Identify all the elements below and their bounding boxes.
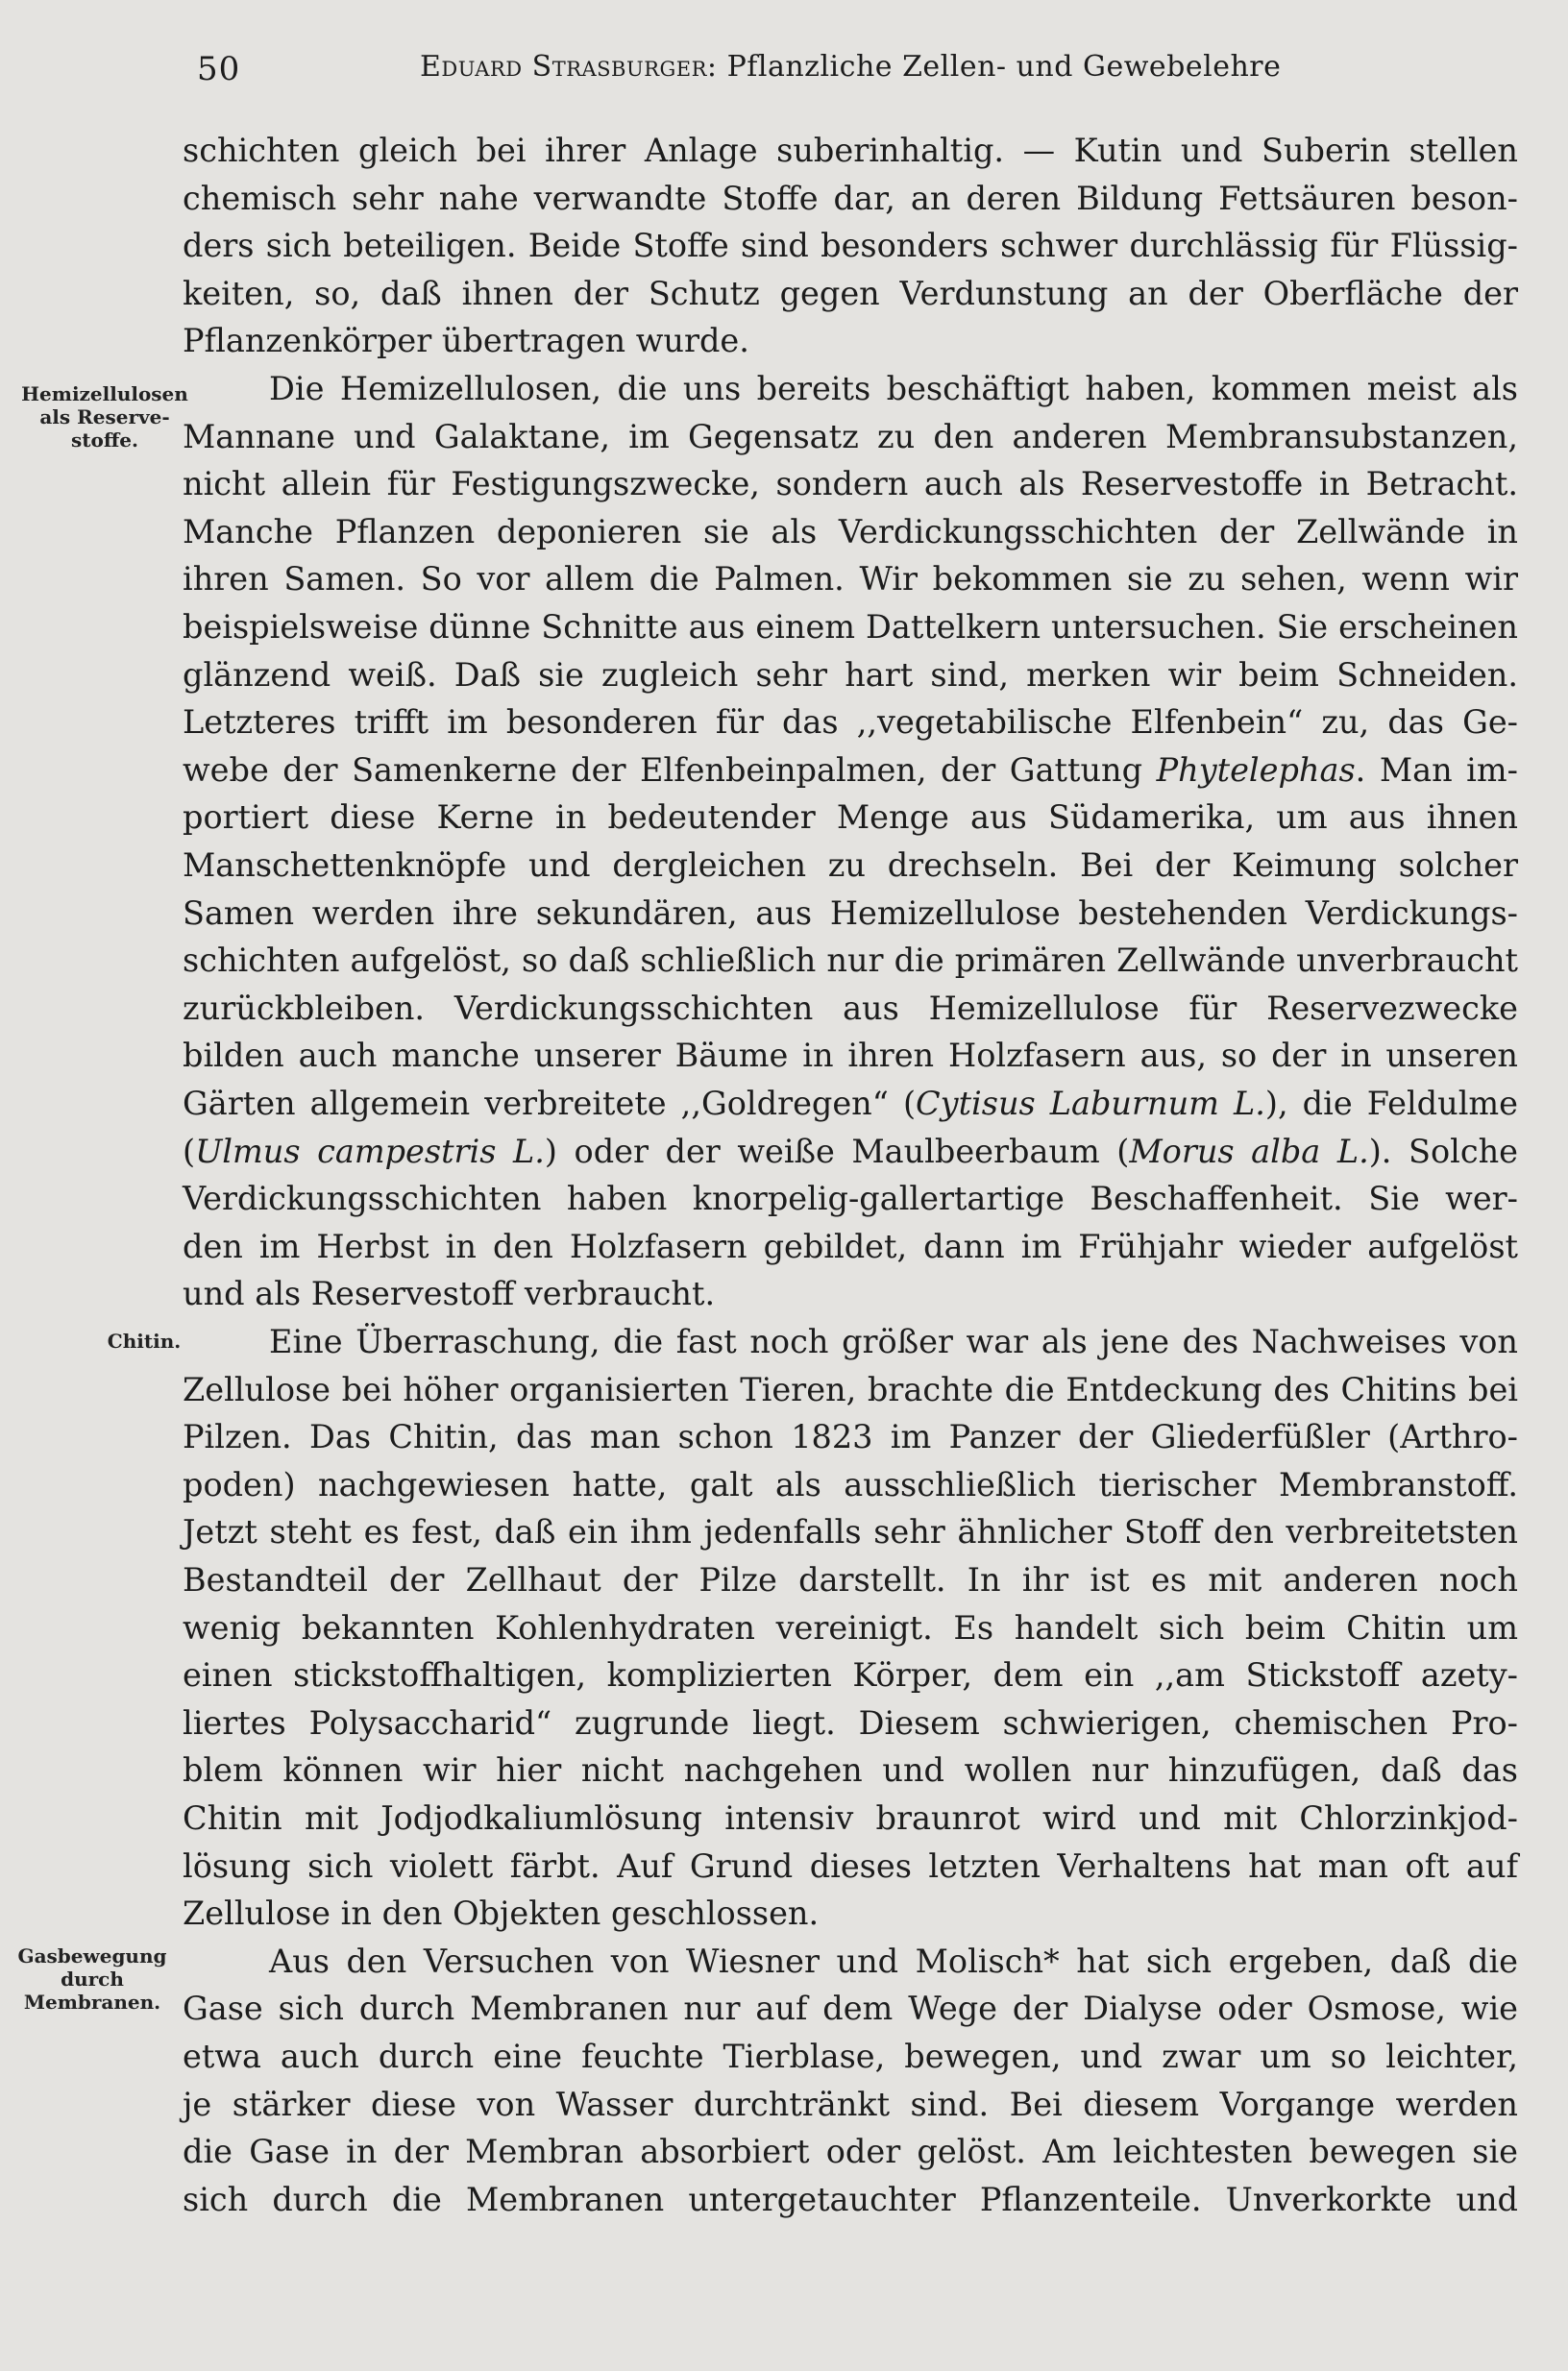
margin-note-chitin: Chitin. bbox=[107, 1330, 182, 1353]
text-line: ihren Samen. So vor allem die Palmen. Wir bekommen sie zu sehen, wenn wir bbox=[183, 560, 1518, 598]
text-line: glänzend weiß. Daß sie zugleich sehr hart sind, merken wir beim Schneiden. bbox=[183, 656, 1518, 694]
text-line: und als Reservestoff verbraucht. bbox=[183, 1275, 716, 1312]
text-line: Manschettenknöpfe und dergleichen zu drechseln. Bei der Keimung solcher bbox=[183, 846, 1518, 884]
text-line: chemisch sehr nahe verwandte Stoffe dar, an deren Bildung Fettsäuren beson- bbox=[183, 180, 1518, 217]
text-line: nicht allein für Festigungszwecke, sondern auch als Reservestoffe in Betracht. bbox=[183, 465, 1518, 502]
margin-note-hemizellulosen: Hemizellulosen als Reserve- stoffe. bbox=[21, 382, 188, 452]
text-line: poden) nachgewiesen hatte, galt als ausschließlich tierischer Membranstoff. bbox=[183, 1466, 1518, 1503]
text-line: schichten aufgelöst, so daß schließlich nur die primären Zellwände unverbraucht bbox=[183, 941, 1518, 979]
running-head-author: Eduard Strasburger bbox=[420, 50, 707, 84]
text-line: die Gase in der Membran absorbiert oder gelöst. Am leichtesten bewegen sie bbox=[183, 2133, 1518, 2170]
page-number: 50 bbox=[197, 50, 241, 88]
text-line: Gärten allgemein verbreitete ,,Goldregen“ (Cytisus Laburnum L.), die Feldulme bbox=[183, 1085, 1519, 1122]
text-line: liertes Polysaccharid“ zugrunde liegt. Diesem schwierigen, chemischen Pro- bbox=[183, 1704, 1518, 1742]
text-line: Letzteres trifft im besonderen für das ,,vegetabilische Elfenbein“ zu, das Ge- bbox=[183, 703, 1518, 741]
text-line: ders sich beteiligen. Beide Stoffe sind besonders schwer durchlässig für Flüssig- bbox=[183, 227, 1518, 264]
text-line: schichten gleich bei ihrer Anlage suberinhaltig. — Kutin und Suberin stellen bbox=[183, 132, 1518, 169]
text-line: Chitin mit Jodjodkaliumlösung intensiv braunrot wird und mit Chlorzinkjod- bbox=[183, 1799, 1518, 1837]
text-line: den im Herbst in den Holzfasern gebildet, dann im Frühjahr wieder aufgelöst bbox=[183, 1228, 1518, 1265]
text-line: (Ulmus campestris L.) oder der weiße Maulbeerbaum (Morus alba L.). Solche bbox=[183, 1133, 1518, 1170]
text-line: Bestandteil der Zellhaut der Pilze darstellt. In ihr ist es mit anderen noch bbox=[183, 1561, 1518, 1599]
text-line: Zellulose in den Objekten geschlossen. bbox=[183, 1894, 820, 1932]
page-header bbox=[197, 40, 1532, 98]
text-line: Mannane und Galaktane, im Gegensatz zu den anderen Membransubstanzen, bbox=[183, 418, 1518, 455]
text-line: Jetzt steht es fest, daß ein ihm jedenfalls sehr ähnlicher Stoff den verbreitetsten bbox=[183, 1513, 1518, 1551]
text-line: Pilzen. Das Chitin, das man schon 1823 im Panzer der Gliederfüßler (Arthro- bbox=[183, 1418, 1518, 1455]
text-line: Zellulose bei höher organisierten Tieren, brachte die Entdeckung des Chitins bei bbox=[183, 1371, 1518, 1408]
margin-note-gasbewegung: Gasbewegung durch Membranen. bbox=[17, 1944, 167, 2014]
text-line: Verdickungsschichten haben knorpelig-gallertartige Beschaffenheit. Sie wer- bbox=[183, 1180, 1518, 1217]
text-line: Manche Pflanzen deponieren sie als Verdickungsschichten der Zellwände in bbox=[183, 513, 1518, 550]
text-line: webe der Samenkerne der Elfenbeinpalmen, der Gattung Phytelephas. Man im- bbox=[183, 751, 1518, 789]
text-line: zurückbleiben. Verdickungsschichten aus Hemizellulose für Reservezwecke bbox=[183, 990, 1518, 1027]
text-line: einen stickstoffhaltigen, komplizierten Körper, dem ein ,,am Stickstoff azety- bbox=[183, 1656, 1518, 1694]
text-line: etwa auch durch eine feuchte Tierblase, bewegen, und zwar um so leichter, bbox=[183, 2038, 1518, 2075]
text-line: Die Hemizellulosen, die uns bereits beschäftigt haben, kommen meist als bbox=[269, 370, 1518, 407]
text-line: bilden auch manche unserer Bäume in ihren Holzfasern aus, so der in unseren bbox=[183, 1037, 1518, 1074]
text-line: Gase sich durch Membranen nur auf dem Wege der Dialyse oder Osmose, wie bbox=[183, 1990, 1518, 2027]
running-head-title: : Pflanzliche Zellen- und Gewebelehre bbox=[706, 50, 1282, 84]
text-line: sich durch die Membranen untergetauchter Pflanzenteile. Unverkorkte und bbox=[183, 2181, 1518, 2218]
text-line: beispielsweise dünne Schnitte aus einem Dattelkern untersuchen. Sie erscheinen bbox=[183, 608, 1518, 646]
text-line: lösung sich violett färbt. Auf Grund dieses letzten Verhaltens hat man oft auf bbox=[183, 1847, 1518, 1885]
text-line: wenig bekannten Kohlenhydraten vereinigt. Es handelt sich beim Chitin um bbox=[183, 1609, 1518, 1647]
running-head bbox=[420, 50, 1281, 84]
text-line: Eine Überraschung, die fast noch größer war als jene des Nachweises von bbox=[269, 1323, 1518, 1360]
text-line: Samen werden ihre sekundären, aus Hemizellulose bestehenden Verdickungs- bbox=[183, 894, 1518, 932]
text-line: je stärker diese von Wasser durchtränkt sind. Bei diesem Vorgange werden bbox=[183, 2086, 1518, 2123]
text-line: Pflanzenkörper übertragen wurde. bbox=[183, 322, 749, 359]
text-line: blem können wir hier nicht nachgehen und wollen nur hinzufügen, daß das bbox=[183, 1751, 1518, 1789]
text-line: keiten, so, daß ihnen der Schutz gegen Verdunstung an der Oberfläche der bbox=[183, 275, 1518, 312]
text-line: Aus den Versuchen von Wiesner und Molisch* hat sich ergeben, daß die bbox=[269, 1943, 1518, 1980]
text-line: portiert diese Kerne in bedeutender Menge aus Südamerika, um aus ihnen bbox=[183, 798, 1518, 836]
